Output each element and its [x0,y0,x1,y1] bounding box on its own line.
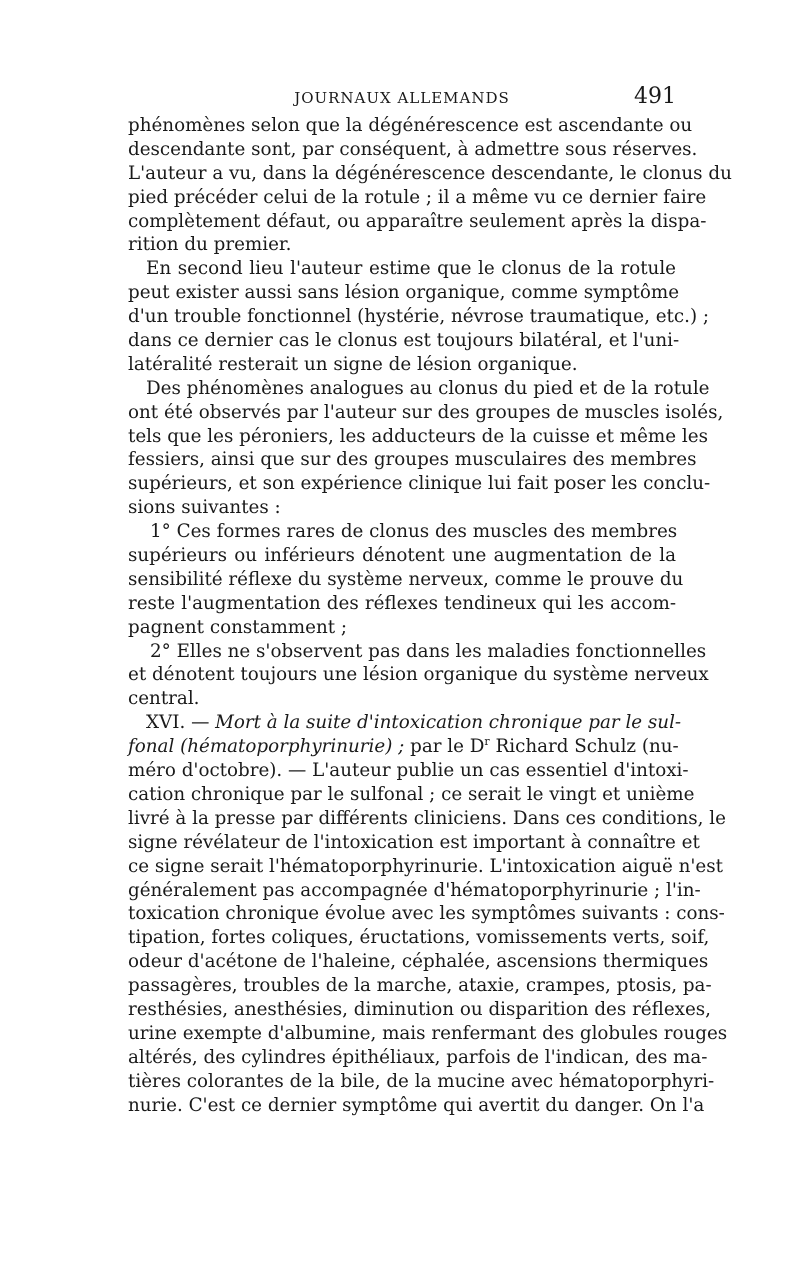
text-line: urine exempte d'albumine, mais renfermant des globules rouges [128,1022,728,1044]
section-dash: — [191,712,210,734]
text-line: tipation, fortes coliques, éructations, vomissements verts, soif, [128,927,710,949]
body-text [128,114,732,1117]
paragraph-start: En second lieu l'auteur estime que le clonus de la rotule [146,258,676,280]
text-line: pied précéder celui de la rotule ; il a même vu ce dernier faire [128,186,707,208]
text-line: fessiers, ainsi que sur des groupes musculaires des membres [128,449,697,471]
text-line: signe révélateur de l'intoxication est important à connaître et [128,831,700,853]
text-line: complètement défaut, ou apparaître seulement après la dispa- [128,210,707,232]
text-line: tières colorantes de la bile, de la mucine avec hématoporphyri- [128,1070,715,1092]
running-head [128,84,676,112]
text-line: tels que les péroniers, les adducteurs de la cuisse et même les [128,425,708,447]
text-line: latéralité resterait un signe de lésion organique. [128,353,578,375]
section-heading-line [128,735,679,759]
text-line: reste l'augmentation des réflexes tendineux qui les accom- [128,592,676,614]
text-line: sions suivantes : [128,497,281,519]
text-line: et dénotent toujours une lésion organique du système nerveux [128,664,709,686]
paragraph-start: 1° Ces formes rares de clonus des muscles des membres [150,521,678,543]
paragraph-start: 2° Elles ne s'observent pas dans les maladies fonctionnelles [150,640,707,662]
text-line: altérés, des cylindres épithéliaux, parfois de l'indican, des ma- [128,1046,708,1068]
section-numeral: XVI. [146,712,186,734]
text-line: pagnent constamment ; [128,616,348,638]
text-line: passagères, troubles de la marche, ataxie, crampes, ptosis, pa- [128,975,712,997]
text-line: sensibilité réflexe du système nerveux, comme le prouve du [128,568,684,590]
text-line: ont été observés par l'auteur sur des groupes de muscles isolés, [128,401,724,423]
running-title: JOURNAUX ALLEMANDS [294,89,510,107]
text-line: ce signe serait l'hématoporphyrinurie. L'intoxication aiguë n'est [128,855,723,877]
text-line: supérieurs ou inférieurs dénotent une augmentation de la [128,545,676,567]
section-heading-line [128,711,682,735]
section-title: Mort à la suite d'intoxication chronique par le sul- [215,712,682,734]
text-line: L'auteur a vu, dans la dégénérescence descendante, le clonus du [128,162,732,184]
text-line: descendante sont, par conséquent, à admettre sous réserves. [128,138,698,160]
text-line: phénomènes selon que la dégénérescence est ascendante ou [128,115,693,136]
text-line: livré à la presse par différents cliniciens. Dans ces conditions, le [128,807,726,829]
text-line: toxication chronique évolue avec les symptômes suivants : cons- [128,903,725,925]
text-line: resthésies, anesthésies, diminution ou disparition des réflexes, [128,998,711,1020]
text-line: généralement pas accompagnée d'hématoporphyrinurie ; l'in- [128,879,701,901]
text-line: odeur d'acétone de l'haleine, céphalée, ascensions thermiques [128,951,709,973]
text-line: nurie. C'est ce dernier symptôme qui avertit du danger. On l'a [128,1094,705,1116]
text-line: peut exister aussi sans lésion organique, comme symptôme [128,282,680,304]
doctor-superscript: r [484,735,490,749]
author-name: Richard Schulz (nu- [495,736,679,758]
text-line: supérieurs, et son expérience clinique lui fait poser les conclu- [128,473,711,495]
text-line: central. [128,688,200,710]
text-line: dans ce dernier cas le clonus est toujours bilatéral, et l'uni- [128,330,680,352]
text-line: rition du premier. [128,234,292,256]
author-by: par le D [410,736,485,758]
paragraph-start: Des phénomènes analogues au clonus du pied et de la rotule [146,377,710,399]
text-line: d'un trouble fonctionnel (hystérie, névrose traumatique, etc.) ; [128,306,710,328]
text-line: cation chronique par le sulfonal ; ce serait le vingt et unième [128,783,695,805]
page-number: 491 [634,84,676,109]
text-line: méro d'octobre). — L'auteur publie un cas essentiel d'intoxi- [128,760,689,782]
section-title-cont: fonal (hématoporphyrinurie) ; [128,736,405,758]
